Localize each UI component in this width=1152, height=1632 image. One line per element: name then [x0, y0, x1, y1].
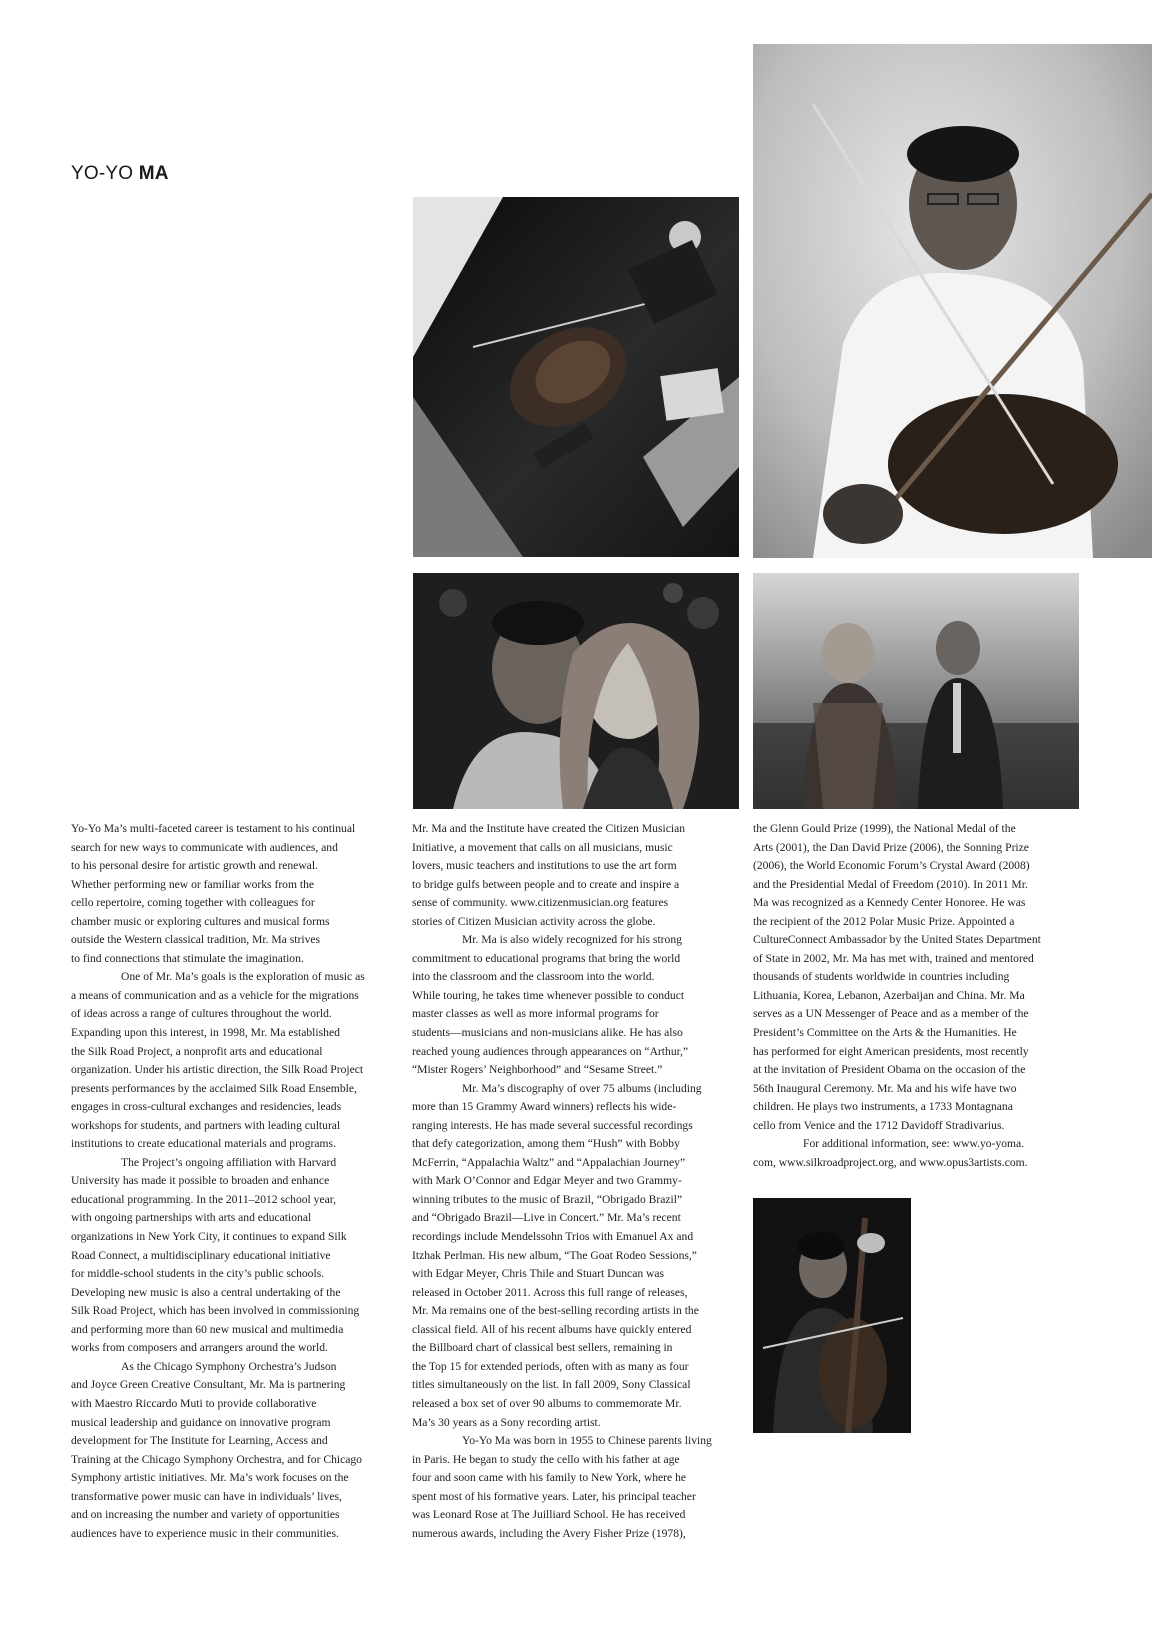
text-line: of ideas across a range of cultures throughout the world.	[71, 1007, 332, 1021]
text-line: into the classroom and the classroom into the world.	[412, 970, 655, 984]
text-line: organizations in New York City, it continues to expand Silk	[71, 1230, 347, 1244]
text-line: the Silk Road Project, a nonprofit arts and educational	[71, 1044, 323, 1058]
text-line: educational programming. In the 2011–2012 school year,	[71, 1192, 337, 1206]
text-line: and Joyce Green Creative Consultant, Mr. Ma is partnering	[71, 1378, 346, 1392]
text-line: has performed for eight American presidents, most recently	[753, 1044, 1029, 1058]
text-line: and the Presidential Medal of Freedom (2010). In 2011 Mr.	[753, 877, 1028, 891]
text-line: with Maestro Riccardo Muti to provide collaborative	[71, 1396, 317, 1410]
text-line: was Leonard Rose at The Juilliard School. He has received	[412, 1508, 686, 1522]
text-line: Symphony artistic initiatives. Mr. Ma’s work focuses on the	[71, 1471, 349, 1485]
text-line: the recipient of the 2012 Polar Music Prize. Appointed a	[753, 914, 1015, 928]
text-line: thousands of students worldwide in countries including	[753, 970, 1010, 984]
text-line: Road Connect, a multidisciplinary educational initiative	[71, 1248, 331, 1262]
text-line: Whether performing new or familiar works from the	[71, 877, 315, 891]
paragraph	[753, 1154, 1089, 1173]
text-line: that defy categorization, among them “Hush” with Bobby	[412, 1137, 680, 1151]
text-line: works from composers and arrangers around the world.	[71, 1341, 328, 1355]
text-line: and “Obrigado Brazil—Live in Concert.” Mr. Ma’s recent	[412, 1211, 681, 1225]
paragraph	[71, 1154, 407, 1358]
text-line: Mr. Ma and the Institute have created the Citizen Musician	[412, 822, 686, 835]
text-line: Training at the Chicago Symphony Orchestra, and for Chicago	[71, 1452, 362, 1466]
text-line: and on increasing the number and variety of opportunities	[71, 1508, 340, 1522]
title-last-name: MA	[138, 163, 169, 184]
text-line: Mr. Ma’s discography of over 75 albums (including	[462, 1081, 702, 1095]
article-column-2	[412, 820, 748, 1543]
text-line: (2006), the World Economic Forum’s Crystal Award (2008)	[753, 859, 1030, 873]
text-line: and performing more than 60 new musical and multimedia	[71, 1322, 344, 1336]
text-line: master classes as well as more informal programs for	[412, 1007, 659, 1021]
photo-ma-performing-tilted	[413, 197, 739, 557]
text-line: at the invitation of President Obama on the occasion of the	[753, 1063, 1026, 1077]
text-line: One of Mr. Ma’s goals is the exploration of music as	[121, 970, 365, 984]
text-line: Itzhak Perlman. His new album, “The Goat Rodeo Sessions,”	[412, 1248, 697, 1262]
text-line: children. He plays two instruments, a 1733 Montagnana	[753, 1100, 1013, 1114]
text-line: cello repertoire, coming together with colleagues for	[71, 896, 315, 910]
paragraph	[71, 968, 407, 1153]
text-line: Mr. Ma remains one of the best-selling recording artists in the	[412, 1304, 699, 1318]
paragraph	[412, 1080, 748, 1432]
text-line: audiences have to experience music in their communities.	[71, 1526, 339, 1540]
text-line: University has made it possible to broaden and enhance	[71, 1174, 330, 1188]
text-line: institutions to create educational materials and programs.	[71, 1137, 336, 1151]
text-line: While touring, he takes time whenever possible to conduct	[412, 988, 685, 1002]
text-line: 56th Inaugural Ceremony. Mr. Ma and his wife have two	[753, 1081, 1017, 1095]
article-column-3	[753, 820, 1089, 1172]
text-line: sense of community. www.citizenmusician.org features	[412, 896, 669, 910]
text-line: workshops for students, and partners with leading cultural	[71, 1118, 341, 1132]
text-line: cello from Venice and the 1712 Davidoff Stradivarius.	[753, 1118, 1005, 1132]
text-line: released in October 2011. Across this full range of releases,	[412, 1285, 688, 1299]
text-line: Yo-Yo Ma was born in 1955 to Chinese parents living	[462, 1434, 712, 1448]
text-line: Expanding upon this interest, in 1998, Mr. Ma established	[71, 1026, 340, 1040]
text-line: reached young audiences through appearances on “Arthur,”	[412, 1044, 689, 1058]
text-line: Developing new music is also a central undertaking of the	[71, 1285, 341, 1299]
text-line: Lithuania, Korea, Lebanon, Azerbaijan and China. Mr. Ma	[753, 988, 1025, 1002]
text-line: spent most of his formative years. Later, his principal teacher	[412, 1489, 696, 1503]
paragraph	[753, 1135, 1089, 1154]
text-line: Silk Road Project, which has been involved in commissioning	[71, 1304, 360, 1318]
text-line: Ma was recognized as a Kennedy Center Honoree. He was	[753, 896, 1026, 910]
text-line: CultureConnect Ambassador by the United States Department	[753, 933, 1041, 947]
text-line: the Billboard chart of classical best sellers, remaining in	[412, 1341, 673, 1355]
text-line: ranging interests. He has made several successful recordings	[412, 1118, 693, 1132]
text-line: McFerrin, “Appalachia Waltz” and “Appalachian Journey”	[412, 1155, 686, 1169]
paragraph	[71, 820, 407, 968]
text-line: “Mister Rogers’ Neighborhood” and “Sesame Street.”	[412, 1063, 663, 1077]
text-line: for middle-school students in the city’s public schools.	[71, 1267, 325, 1281]
paragraph	[412, 1432, 748, 1543]
text-line: outside the Western classical tradition, Mr. Ma strives	[71, 933, 321, 947]
title-first-name: YO-YO	[71, 163, 134, 184]
text-line: four and soon came with his family to New York, where he	[412, 1471, 687, 1485]
text-line: search for new ways to communicate with audiences, and	[71, 840, 338, 854]
photo-ma-portrait-with-cello	[753, 44, 1152, 558]
text-line: of State in 2002, Mr. Ma has met with, trained and mentored	[753, 951, 1034, 965]
text-line: in Paris. He began to study the cello with his father at age	[412, 1452, 680, 1466]
text-line: transformative power music can have in individuals’ lives,	[71, 1489, 342, 1503]
text-line: presents performances by the acclaimed Silk Road Ensemble,	[71, 1081, 357, 1095]
text-line: development for The Institute for Learning, Access and	[71, 1434, 328, 1448]
text-line: winning tributes to the music of Brazil, “Obrigado Brazil”	[412, 1192, 683, 1206]
text-line: As the Chicago Symphony Orchestra’s Judson	[121, 1359, 337, 1373]
text-line: musical leadership and guidance on innovative program	[71, 1415, 331, 1429]
text-line: released a box set of over 90 albums to commemorate Mr.	[412, 1396, 682, 1410]
article-column-1	[71, 820, 407, 1543]
text-line: the Glenn Gould Prize (1999), the National Medal of the	[753, 822, 1016, 835]
text-line: classical field. All of his recent albums have quickly entered	[412, 1322, 692, 1336]
text-line: Mr. Ma is also widely recognized for his strong	[462, 933, 682, 947]
text-line: Yo-Yo Ma’s multi-faceted career is testament to his continual	[71, 822, 356, 835]
text-line: Arts (2001), the Dan David Prize (2006), the Sonning Prize	[753, 840, 1029, 854]
text-line: numerous awards, including the Avery Fisher Prize (1978),	[412, 1526, 686, 1540]
text-line: to find connections that stimulate the imagination.	[71, 951, 304, 965]
text-line: Ma’s 30 years as a Sony recording artist.	[412, 1415, 601, 1429]
page-title	[71, 163, 169, 185]
text-line: recordings include Mendelssohn Trios with Emanuel Ax and	[412, 1230, 694, 1244]
text-line: with Mark O’Connor and Edgar Meyer and two Grammy-	[412, 1174, 682, 1188]
text-line: President’s Committee on the Arts & the Humanities. He	[753, 1026, 1017, 1040]
text-line: to his personal desire for artistic growth and renewal.	[71, 859, 318, 873]
text-line: com, www.silkroadproject.org, and www.opus3artists.com.	[753, 1155, 1028, 1169]
text-line: organization. Under his artistic direction, the Silk Road Project	[71, 1063, 364, 1077]
text-line: the Top 15 for extended periods, often with as many as four	[412, 1359, 689, 1373]
text-line: with ongoing partnerships with arts and educational	[71, 1211, 312, 1225]
text-line: chamber music or exploring cultures and musical forms	[71, 914, 330, 928]
paragraph	[412, 820, 748, 931]
text-line: Initiative, a movement that calls on all musicians, music	[412, 840, 673, 854]
text-line: commitment to educational programs that bring the world	[412, 951, 681, 965]
paragraph	[412, 931, 748, 1079]
paragraph	[753, 820, 1089, 1135]
photo-ma-playing-cello-closeup	[753, 1198, 911, 1433]
text-line: to bridge gulfs between people and to create and inspire a	[412, 877, 680, 891]
photo-ma-with-colleague-motion-blur	[753, 573, 1079, 809]
text-line: with Edgar Meyer, Chris Thile and Stuart Duncan was	[412, 1267, 665, 1281]
text-line: more than 15 Grammy Award winners) reflects his wide-	[412, 1100, 677, 1114]
photo-ma-smiling-with-woman	[413, 573, 739, 809]
text-line: a means of communication and as a vehicle for the migrations	[71, 988, 359, 1002]
text-line: stories of Citizen Musician activity across the globe.	[412, 914, 656, 928]
text-line: serves as a UN Messenger of Peace and as a member of the	[753, 1007, 1029, 1021]
paragraph	[71, 1358, 407, 1543]
text-line: titles simultaneously on the list. In fall 2009, Sony Classical	[412, 1378, 691, 1392]
text-line: For additional information, see: www.yo-yoma.	[803, 1137, 1025, 1151]
text-line: students—musicians and non-musicians alike. He has also	[412, 1026, 683, 1040]
text-line: lovers, music teachers and institutions to use the art form	[412, 859, 677, 873]
text-line: The Project’s ongoing affiliation with Harvard	[121, 1155, 337, 1169]
text-line: engages in cross-cultural exchanges and residencies, leads	[71, 1100, 342, 1114]
